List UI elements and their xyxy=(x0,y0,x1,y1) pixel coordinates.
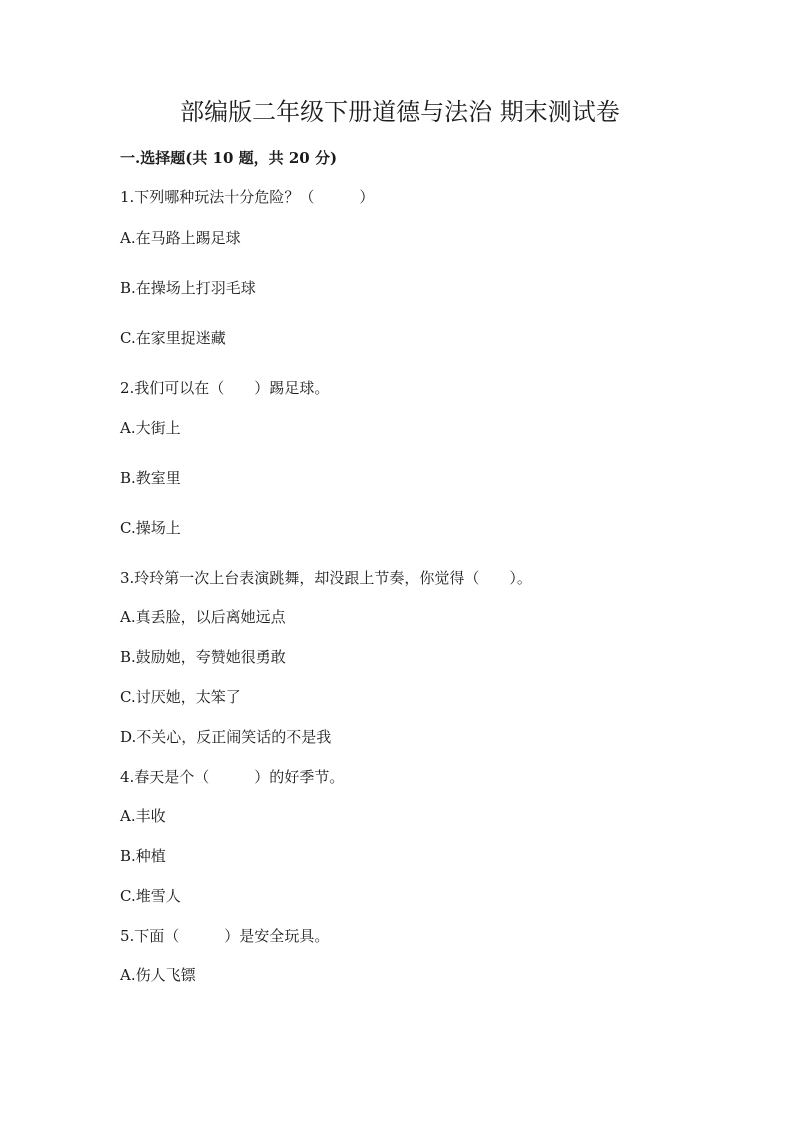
option-item: B.教室里 xyxy=(120,469,181,487)
option-item: D.不关心，反正闹笑话的不是我 xyxy=(120,728,332,746)
question-stem: 5.下面（ ）是安全玩具。 xyxy=(120,927,330,945)
option-item: C.在家里捉迷藏 xyxy=(120,329,226,347)
question-stem: 4.春天是个（ ）的好季节。 xyxy=(120,768,345,786)
option-item: A.真丢脸，以后离她远点 xyxy=(120,608,286,626)
option-item: C.堆雪人 xyxy=(120,887,181,905)
option-item: A.在马路上踢足球 xyxy=(120,229,241,247)
option-item: C.讨厌她，太笨了 xyxy=(120,688,241,706)
question-stem: 3.玲玲第一次上台表演跳舞，却没跟上节奏，你觉得（ ）。 xyxy=(120,569,532,587)
question-stem: 1.下列哪种玩法十分危险？（ ） xyxy=(120,188,375,206)
option-item: A.大街上 xyxy=(120,419,181,437)
option-item: A.丰收 xyxy=(120,807,166,825)
section-heading: 一.选择题(共 10 题，共 20 分) xyxy=(120,149,338,167)
option-item: B.鼓励她，夸赞她很勇敢 xyxy=(120,648,286,666)
option-item: B.种植 xyxy=(120,847,166,865)
question-stem: 2.我们可以在（ ）踢足球。 xyxy=(120,379,330,397)
option-item: C.操场上 xyxy=(120,519,181,537)
page-title: 部编版二年级下册道德与法治 期末测试卷 xyxy=(180,98,620,126)
option-item: A.伤人飞镖 xyxy=(120,966,196,984)
option-item: B.在操场上打羽毛球 xyxy=(120,279,256,297)
